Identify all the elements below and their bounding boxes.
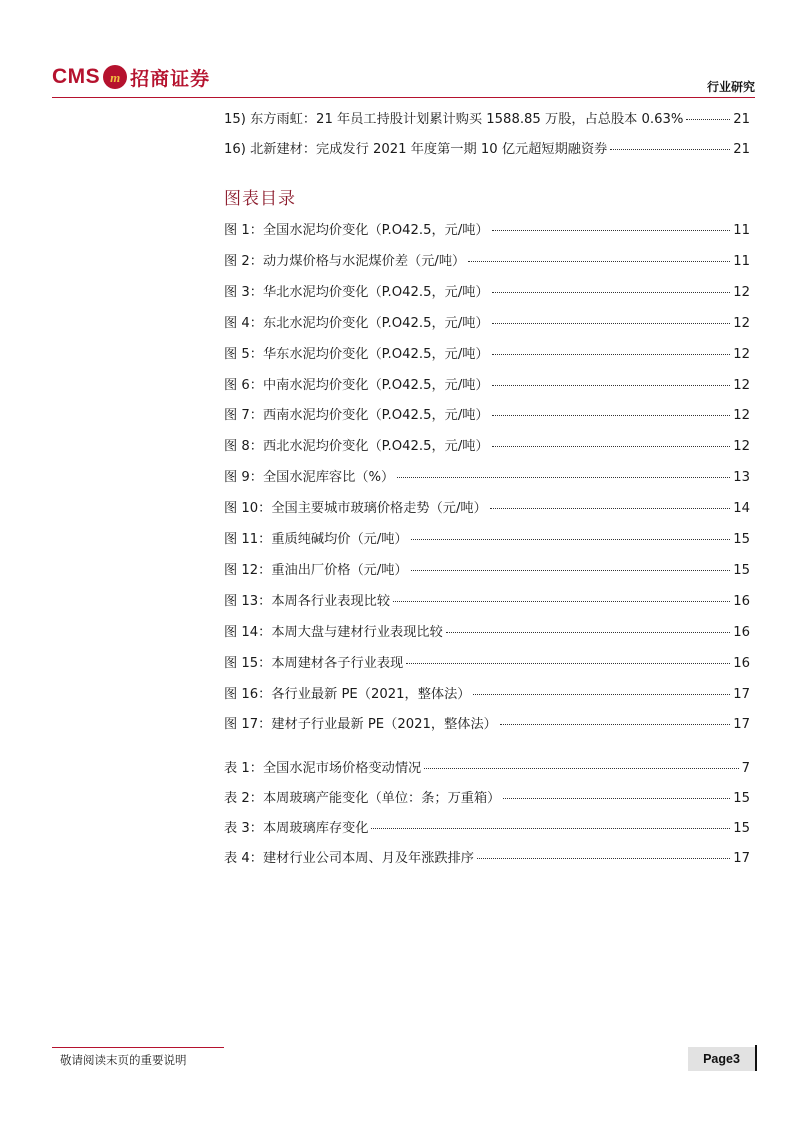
toc-entry[interactable] (224, 528, 750, 548)
logo-cms-text: CMS (52, 65, 101, 88)
logo-mark-glyph: m (110, 69, 121, 85)
toc-entry[interactable] (224, 108, 750, 128)
logo-chinese-text: 招商证券 (130, 67, 211, 90)
toc-entry-label: 图 8：西北水泥均价变化（P.O42.5，元/吨） (224, 439, 489, 455)
toc-leader-dots (503, 798, 730, 799)
toc-entry[interactable] (224, 374, 750, 394)
toc-entry-label: 表 1：全国水泥市场价格变动情况 (224, 761, 422, 776)
toc-entry[interactable] (224, 817, 750, 837)
toc-entry[interactable] (224, 652, 750, 672)
toc-leader-dots (468, 261, 730, 262)
toc-entry-page: 21 (733, 142, 750, 157)
toc-entry-page: 15 (733, 562, 750, 578)
toc-entry[interactable] (224, 621, 750, 641)
footer-disclaimer: 敬请阅读末页的重要说明 (60, 1053, 187, 1067)
toc-entry-page: 17 (733, 717, 750, 733)
toc-leader-dots (473, 694, 730, 695)
figure-list-title: 图表目录 (224, 189, 296, 209)
toc-entry-label: 图 6：中南水泥均价变化（P.O42.5，元/吨） (224, 377, 489, 393)
toc-entry-page: 14 (733, 501, 750, 517)
cms-logo (52, 62, 210, 92)
toc-entry[interactable] (224, 787, 750, 807)
toc-entry-label: 图 2：动力煤价格与水泥煤价差（元/吨） (224, 253, 466, 269)
toc-entry-label: 图 5：华东水泥均价变化（P.O42.5，元/吨） (224, 346, 489, 362)
toc-entry-page: 12 (733, 315, 750, 331)
toc-entry-page: 15 (733, 532, 750, 547)
toc-entry[interactable] (224, 497, 750, 517)
toc-leader-dots (492, 385, 731, 386)
toc-entry-label: 图 17：建材子行业最新 PE（2021，整体法） (224, 717, 497, 733)
toc-leader-dots (492, 446, 731, 447)
toc-leader-dots (492, 415, 731, 416)
toc-entry-page: 12 (733, 284, 750, 300)
toc-entry[interactable] (224, 343, 750, 363)
toc-leader-dots (492, 354, 731, 355)
toc-entry-page: 11 (733, 223, 750, 238)
toc-entry[interactable] (224, 250, 750, 270)
page-number: Page3 (688, 1047, 755, 1071)
toc-leader-dots (411, 539, 731, 540)
page-header (52, 58, 755, 100)
toc-entry-page: 11 (733, 253, 750, 269)
toc-entry-label: 图 4：东北水泥均价变化（P.O42.5，元/吨） (224, 315, 489, 331)
toc-entry[interactable] (224, 312, 750, 332)
toc-leader-dots (406, 663, 730, 664)
toc-entry-page: 15 (733, 821, 750, 836)
toc-entry[interactable] (224, 713, 750, 733)
toc-entry-page: 12 (733, 439, 750, 455)
toc-leader-dots (477, 858, 730, 859)
toc-entry-label: 图 15：本周建材各子行业表现 (224, 655, 404, 671)
toc-leader-dots (492, 230, 731, 231)
toc-entry-label: 表 4：建材行业公司本周、月及年涨跌排序 (224, 851, 474, 866)
toc-entry[interactable] (224, 435, 750, 455)
toc-entry-label: 图 10：全国主要城市玻璃价格走势（元/吨） (224, 501, 487, 517)
toc-entry-label: 图 1：全国水泥均价变化（P.O42.5，元/吨） (224, 223, 489, 238)
toc-entry-page: 17 (733, 686, 750, 702)
toc-entry[interactable] (224, 466, 750, 486)
report-category: 行业研究 (706, 80, 755, 94)
toc-entry-label: 图 16：各行业最新 PE（2021，整体法） (224, 686, 471, 702)
toc-entry-page: 16 (733, 624, 750, 640)
toc-entry[interactable] (224, 559, 750, 579)
toc-leader-dots (393, 601, 730, 602)
toc-leader-dots (424, 768, 738, 769)
toc-entry-label: 图 13：本周各行业表现比较 (224, 593, 391, 609)
toc-entry[interactable] (224, 219, 750, 239)
toc-entry-label: 图 12：重油出厂价格（元/吨） (224, 562, 408, 578)
toc-entry-label: 表 3：本周玻璃库存变化 (224, 821, 369, 836)
toc-entry-label: 16) 北新建材：完成发行 2021 年度第一期 10 亿元超短期融资券 (224, 142, 608, 157)
toc-entry-label: 图 14：本周大盘与建材行业表现比较 (224, 624, 443, 640)
toc-leader-dots (686, 119, 730, 120)
toc-entry-label: 图 11：重质纯碱均价（元/吨） (224, 532, 408, 547)
toc-leader-dots (411, 570, 731, 571)
toc-entry-page: 12 (733, 377, 750, 393)
toc-entry[interactable] (224, 590, 750, 610)
header-divider (52, 97, 755, 98)
toc-leader-dots (397, 477, 730, 478)
toc-leader-dots (492, 292, 731, 293)
toc-entry-page: 7 (741, 761, 750, 776)
toc-entry[interactable] (224, 138, 750, 158)
toc-entry-label: 图 7：西南水泥均价变化（P.O42.5，元/吨） (224, 408, 489, 424)
toc-entry-page: 21 (733, 112, 750, 127)
toc-leader-dots (446, 632, 730, 633)
toc-entry-page: 17 (733, 851, 750, 866)
toc-leader-dots (610, 149, 730, 150)
toc-entry-label: 图 3：华北水泥均价变化（P.O42.5，元/吨） (224, 284, 489, 300)
toc-entry-page: 16 (733, 593, 750, 609)
toc-leader-dots (500, 724, 730, 725)
page-number-bar (755, 1045, 757, 1071)
toc-entry[interactable] (224, 847, 750, 867)
toc-entry[interactable] (224, 404, 750, 424)
toc-entry[interactable] (224, 757, 750, 777)
toc-entry[interactable] (224, 683, 750, 703)
toc-entry-page: 12 (733, 346, 750, 362)
toc-entry-label: 15) 东方雨虹：21 年员工持股计划累计购买 1588.85 万股，占总股本 0.63% (224, 112, 684, 127)
toc-leader-dots (371, 828, 730, 829)
toc-entry-page: 16 (733, 655, 750, 671)
toc-entry-page: 15 (733, 791, 750, 806)
logo-mark-icon (103, 65, 127, 89)
toc-entry-label: 图 9：全国水泥库容比（%） (224, 470, 395, 486)
footer-divider (52, 1047, 224, 1048)
toc-leader-dots (490, 508, 730, 509)
toc-entry-page: 13 (733, 470, 750, 486)
toc-leader-dots (492, 323, 731, 324)
toc-entry-page: 12 (733, 408, 750, 424)
toc-entry-label: 表 2：本周玻璃产能变化（单位：条；万重箱） (224, 791, 501, 806)
toc-entry[interactable] (224, 281, 750, 301)
